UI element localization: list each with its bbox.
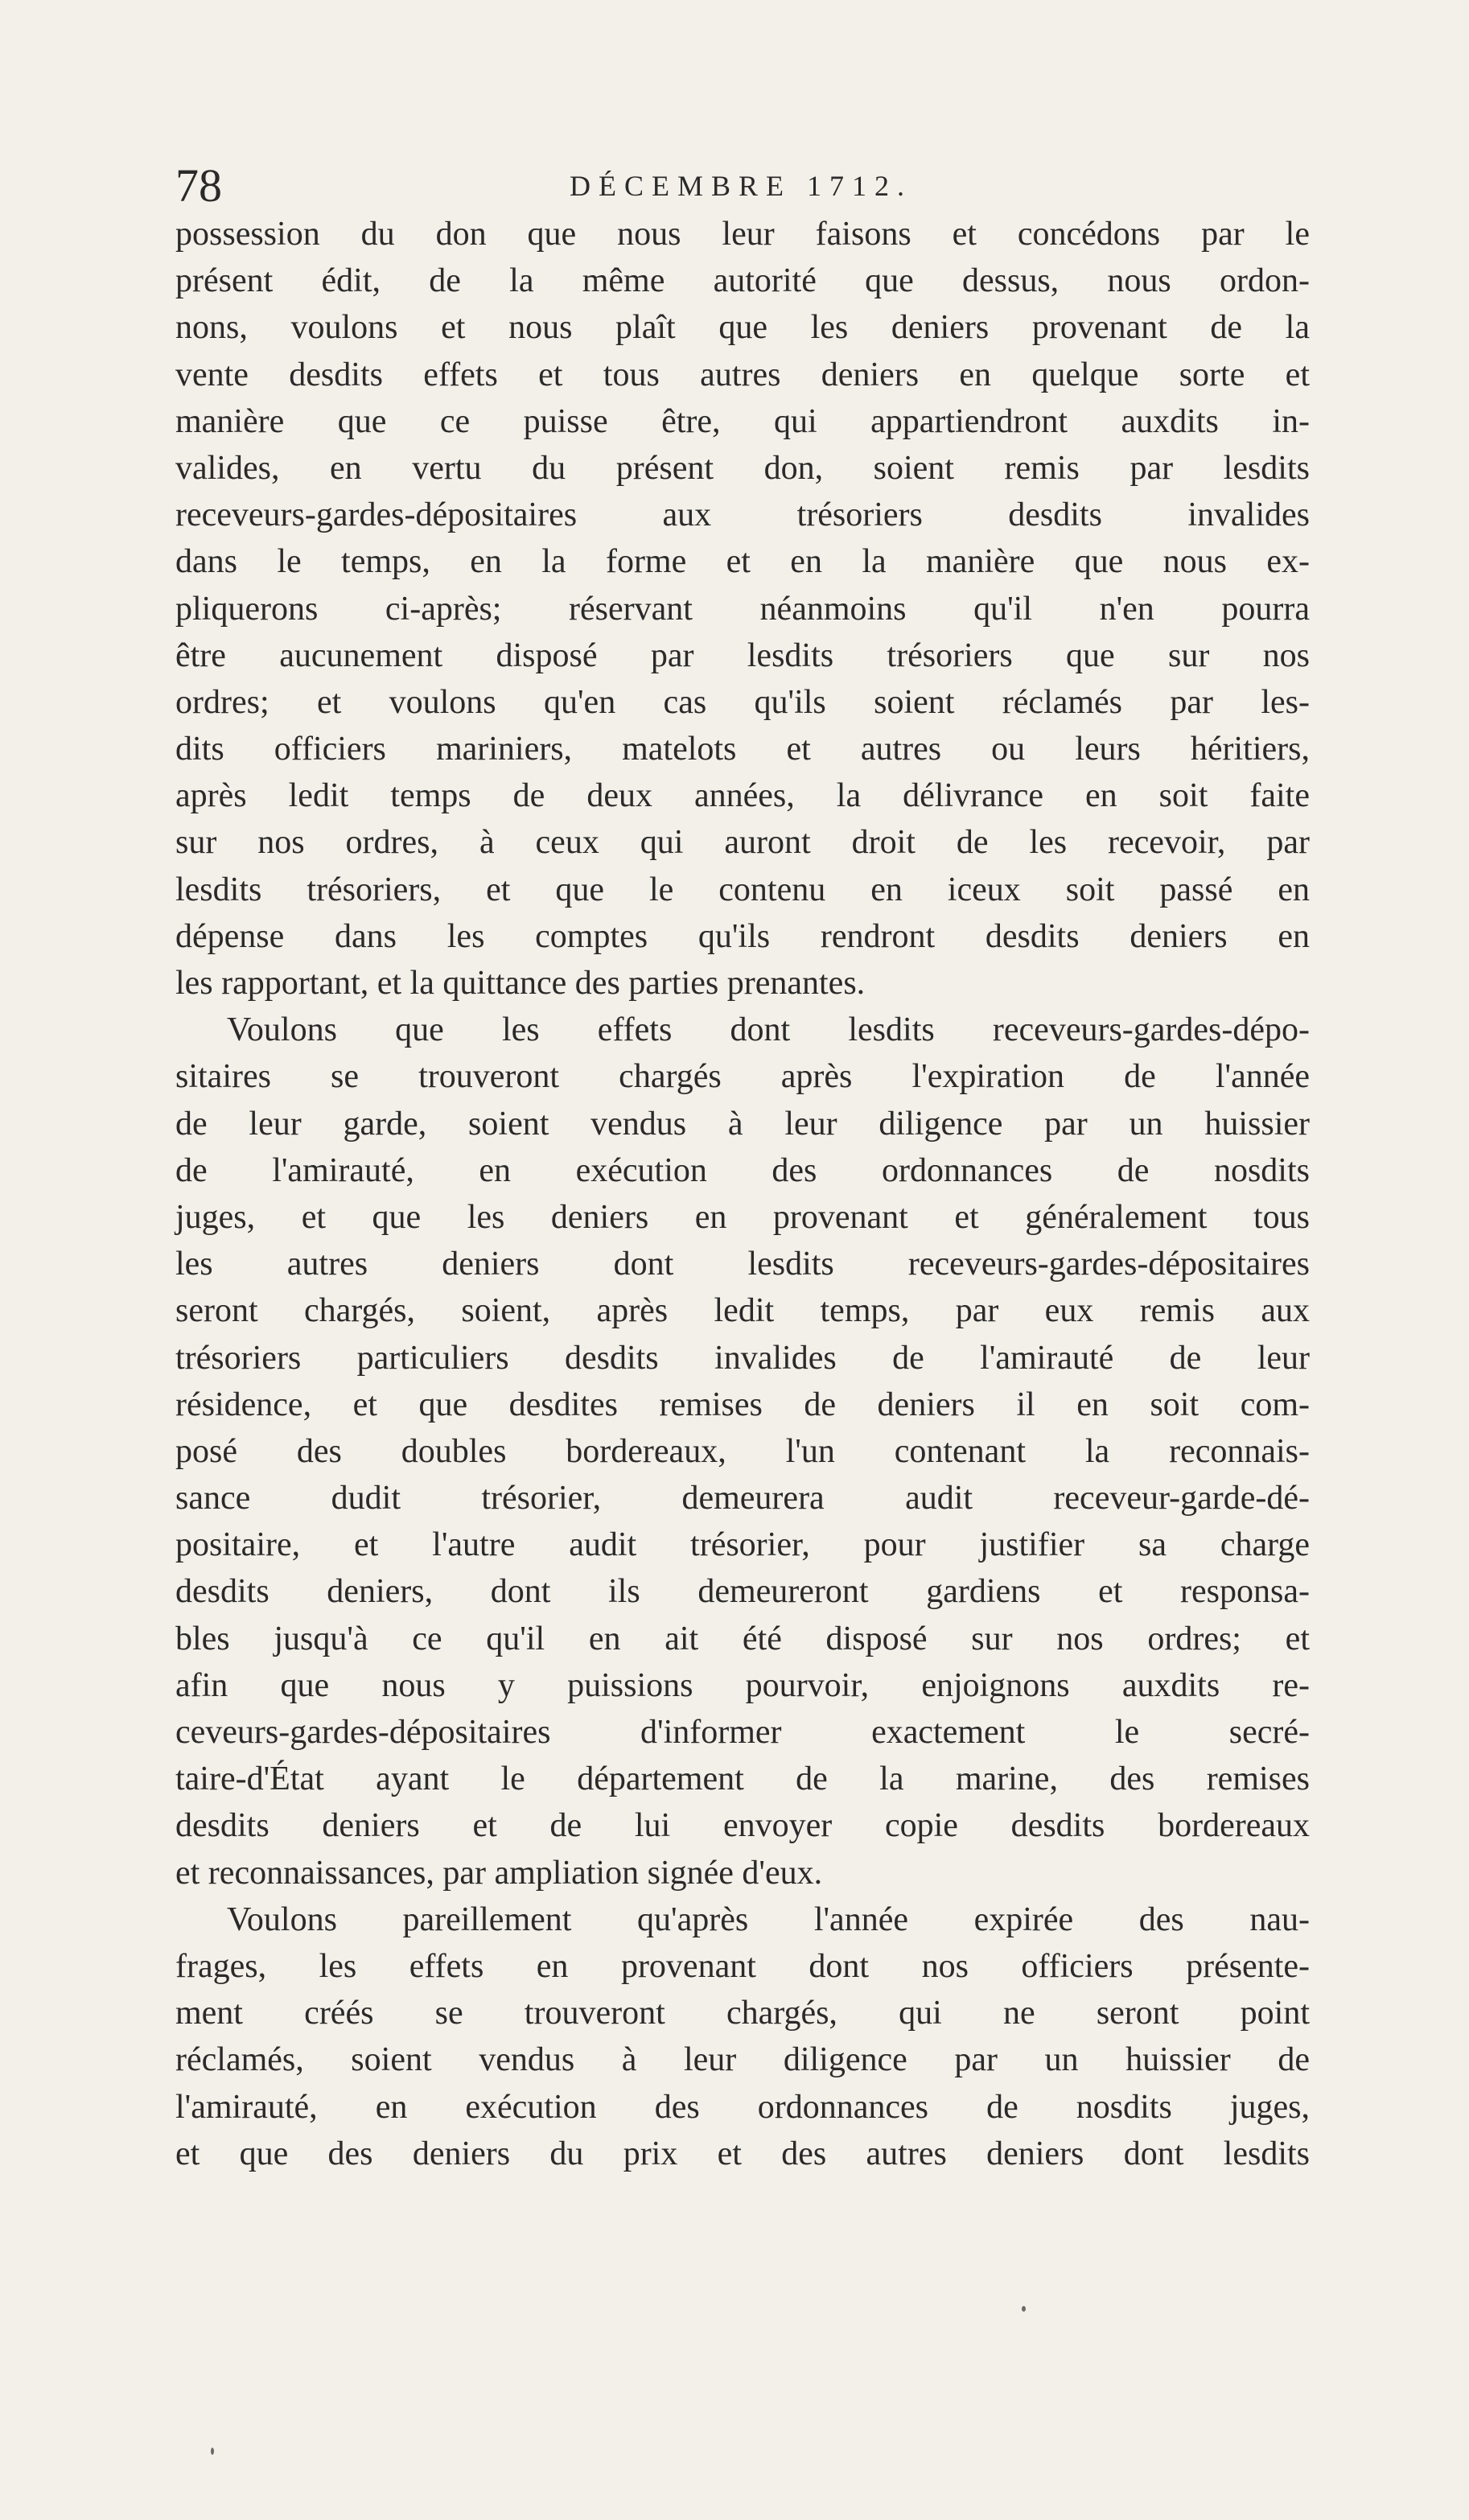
text-line: juges, et que les deniers en provenant et généralement tous: [175, 1198, 1310, 1236]
text-line: manière que ce puisse être, qui appartiendront auxdits in-: [175, 402, 1310, 440]
text-line: frages, les effets en provenant dont nos officiers présente-: [175, 1947, 1310, 1985]
text-line: présent édit, de la même autorité que dessus, nous ordon-: [175, 262, 1310, 300]
text-line: receveurs-gardes-dépositaires aux trésoriers desdits invalides: [175, 496, 1310, 534]
text-line: réclamés, soient vendus à leur diligence par un huissier de: [175, 2041, 1310, 2079]
text-line: lesdits trésoriers, et que le contenu en iceux soit passé en: [175, 871, 1310, 908]
text-line: desdits deniers et de lui envoyer copie desdits bordereaux: [175, 1807, 1310, 1845]
text-line: dépense dans les comptes qu'ils rendront desdits deniers en: [175, 917, 1310, 955]
text-line: ordres; et voulons qu'en cas qu'ils soient réclamés par les-: [175, 683, 1310, 721]
paper-speck: [211, 2448, 214, 2455]
text-line: dans le temps, en la forme et en la manière que nous ex-: [175, 543, 1310, 581]
text-line: trésoriers particuliers desdits invalides de l'amirauté de leur: [175, 1339, 1310, 1377]
text-line: l'amirauté, en exécution des ordonnances de nosdits juges,: [175, 2088, 1310, 2126]
text-line: ment créés se trouveront chargés, qui ne seront point: [175, 1995, 1310, 2032]
text-line: les rapportant, et la quittance des parties prenantes.: [175, 965, 866, 1002]
page-body: [175, 211, 1310, 2177]
text-line: desdits deniers, dont ils demeureront gardiens et responsa-: [175, 1573, 1310, 1611]
text-line: dits officiers mariniers, matelots et autres ou leurs héritiers,: [175, 731, 1310, 768]
text-line: les autres deniers dont lesdits receveurs-gardes-dépositaires: [175, 1246, 1310, 1283]
text-line: de leur garde, soient vendus à leur diligence par un huissier: [175, 1105, 1310, 1143]
text-line: sur nos ordres, à ceux qui auront droit de les recevoir, par: [175, 824, 1310, 862]
text-line: et reconnaissances, par ampliation signée d'eux.: [175, 1854, 823, 1892]
text-line: seront chargés, soient, après ledit temps, par eux remis aux: [175, 1292, 1310, 1330]
text-line: sance dudit trésorier, demeurera audit receveur-garde-dé-: [175, 1480, 1310, 1517]
text-line: possession du don que nous leur faisons et concédons par le: [175, 216, 1310, 253]
text-line: de l'amirauté, en exécution des ordonnances de nosdits: [175, 1151, 1310, 1189]
text-line: valides, en vertu du présent don, soient remis par lesdits: [175, 449, 1310, 487]
text-line: Voulons que les effets dont lesdits receveurs-gardes-dépo-: [227, 1011, 1310, 1049]
text-line: positaire, et l'autre audit trésorier, pour justifier sa charge: [175, 1526, 1310, 1564]
text-line: afin que nous y puissions pourvoir, enjoignons auxdits re-: [175, 1666, 1310, 1704]
text-line: ceveurs-gardes-dépositaires d'informer exactement le secré-: [175, 1714, 1310, 1751]
text-line: pliquerons ci-après; réservant néanmoins qu'il n'en pourra: [175, 590, 1310, 628]
text-line: posé des doubles bordereaux, l'un contenant la reconnais-: [175, 1432, 1310, 1470]
text-line: Voulons pareillement qu'après l'année expirée des nau-: [227, 1900, 1310, 1938]
text-line: sitaires se trouveront chargés après l'expiration de l'année: [175, 1058, 1310, 1096]
paper-speck: [1022, 2306, 1026, 2312]
text-line: nons, voulons et nous plaît que les deniers provenant de la: [175, 309, 1310, 347]
page-header: [175, 158, 1310, 214]
text-line: être aucunement disposé par lesdits trésoriers que sur nos: [175, 636, 1310, 674]
text-line: après ledit temps de deux années, la délivrance en soit faite: [175, 777, 1310, 815]
text-line: vente desdits effets et tous autres deniers en quelque sorte et: [175, 356, 1310, 393]
text-line: taire-d'État ayant le département de la marine, des remises: [175, 1760, 1310, 1798]
text-line: et que des deniers du prix et des autres deniers dont lesdits: [175, 2135, 1310, 2172]
paragraph: [175, 1896, 1310, 2177]
paragraph: [175, 1007, 1310, 1896]
text-line: résidence, et que desdites remises de deniers il en soit com-: [175, 1386, 1310, 1423]
running-head: DÉCEMBRE 1712.: [570, 170, 913, 202]
text-line: bles jusqu'à ce qu'il en ait été disposé sur nos ordres; et: [175, 1620, 1310, 1657]
paragraph: [175, 211, 1310, 1007]
page-number: 78: [175, 159, 222, 212]
